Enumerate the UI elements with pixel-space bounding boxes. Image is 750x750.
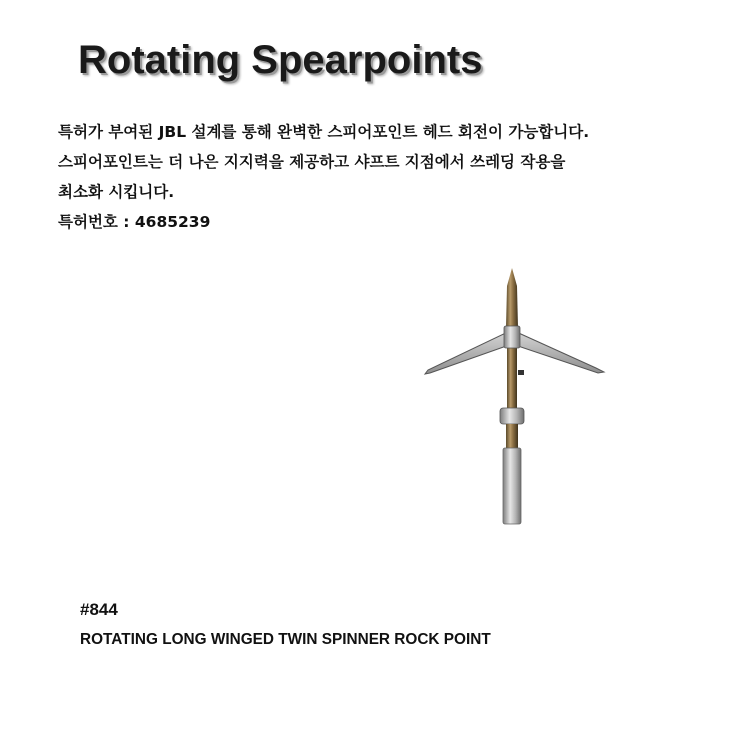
- product-name: ROTATING LONG WINGED TWIN SPINNER ROCK POINT: [80, 631, 491, 648]
- page-title: Rotating Spearpoints: [78, 38, 483, 82]
- patent-number: 특허번호 : 4685239: [58, 213, 211, 231]
- product-sku: #844: [80, 600, 118, 619]
- description-line-3: 최소화 시킵니다.: [58, 183, 175, 201]
- description-line-1: 특허가 부여된 JBL 설계를 통해 완벽한 스피어포인트 헤드 회전이 가능합니다.: [58, 123, 590, 141]
- product-description: [58, 117, 728, 237]
- spearpoint-image: [420, 260, 610, 535]
- description-line-2: 스피어포인트는 더 나은 지지력을 제공하고 샤프트 지점에서 쓰레딩 작용을: [58, 153, 566, 171]
